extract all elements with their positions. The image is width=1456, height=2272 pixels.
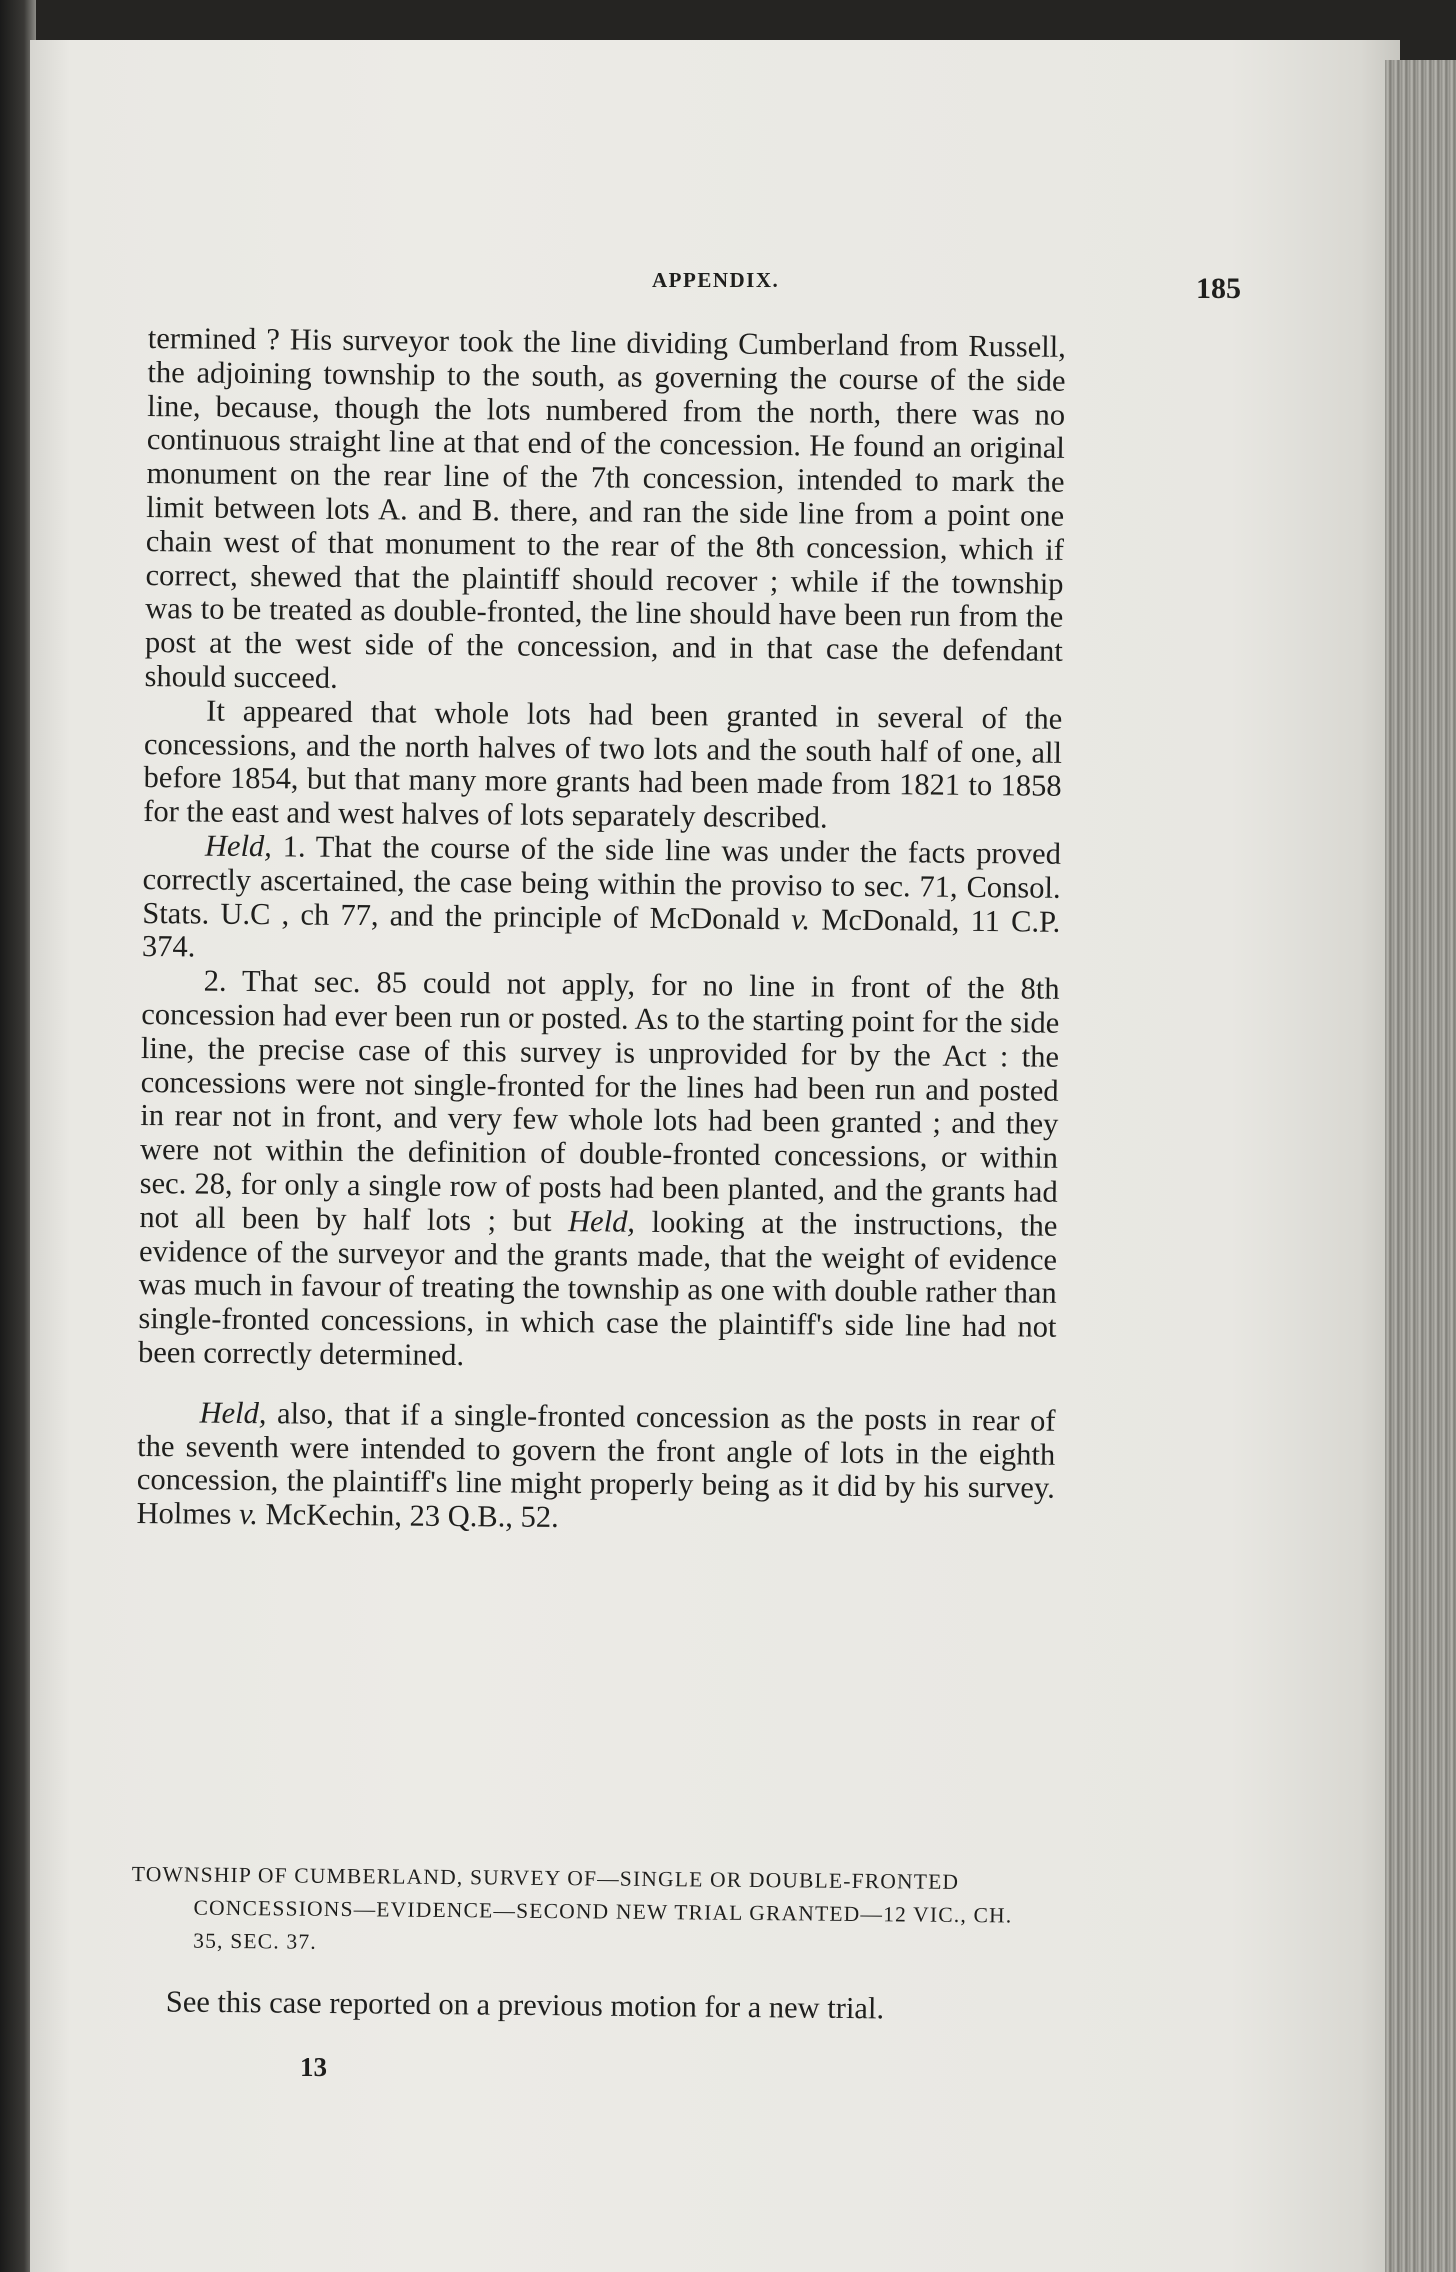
versus-label: v. bbox=[238, 1497, 259, 1532]
body-text bbox=[136, 322, 1066, 1540]
paragraph-4-text-a: 2. That sec. 85 could not apply, for no line in front of the 8th concession had ever been run or posted. As to the starting point for the side line, the precise case of this survey is unprovided for by the Act : the concessions were not single-fronted for the lines had been run and posted in rear not in front, and very few whole lots had been granted ; and they were not within the definition of double-fronted concessions, or within sec. 28, for only a single row of posts had been planted, and the grants had not all been by half lots ; but bbox=[139, 963, 1060, 1238]
running-title: APPENDIX. bbox=[652, 268, 780, 292]
page-number: 185 bbox=[1196, 272, 1241, 305]
paragraph-5 bbox=[136, 1396, 1055, 1540]
held-label: Held, bbox=[567, 1203, 636, 1239]
paragraph-4 bbox=[138, 964, 1060, 1378]
paragraph-2: It appeared that whole lots had been granted in several of the concessions, and the north halves of two lots and the south half of one, all before 1854, but that many more grants had been made from 1821 to 1858 for the east and west halves of lots separately described. bbox=[143, 693, 1063, 835]
paragraph-5-text-b: McKechin, 23 Q.B., 52. bbox=[257, 1497, 559, 1535]
paragraph-3-text-b: McDonald, 11 C.P. 374. bbox=[141, 901, 1061, 964]
held-label: Held, bbox=[199, 1395, 267, 1430]
page-edges bbox=[1385, 60, 1456, 2272]
versus-label: v. bbox=[791, 901, 811, 936]
case-headnote bbox=[131, 1858, 1040, 1966]
held-label: Held, bbox=[204, 828, 273, 864]
headnote-text: TOWNSHIP OF CUMBERLAND, SURVEY OF—SINGLE OR DOUBLE-FRONTED CONCESSIONS—EVIDENCE—SECOND NEW TRIAL GRANTED—12 VIC., CH. 35, SEC. 37. bbox=[131, 1861, 1013, 1954]
signature-mark: 13 bbox=[300, 2052, 327, 2082]
paragraph-3-text-a: 1. That the course of the side line was under the facts proved correctly ascertained, the case being within the proviso to sec. 71, Consol. Stats. U.C , ch 77, and the principle of McDonald bbox=[142, 829, 1062, 936]
paragraph-3 bbox=[142, 829, 1061, 973]
paragraph-4-text-b: looking at the instructions, the evidence of the surveyor and the grants made, that the weight of evidence was much in favour of treating the township as one with double rather than single-fronted concessions, in which case the plaintiff's side line had not been correctly determined. bbox=[137, 1204, 1058, 1372]
paragraph-5-text-a: also, that if a single-fronted concession as the posts in rear of the seventh were intended to govern the front angle of lots in the eighth concession, the plaintiff's line might properly being as it did by his survey. Holmes bbox=[136, 1395, 1056, 1532]
closing-text: See this case reported on a previous motion for a new trial. bbox=[165, 1984, 885, 2026]
paragraph-1: termined ? His surveyor took the line dividing Cumberland from Russell, the adjoining township to the south, as governing the course of the side line, because, though the lots numbered from the north, there was no continuous straight line at that end of the concession. He found an original monument on the rear line of the 7th concession, intended to mark the limit between lots A. and B. there, and ran the side line from a point one chain west of that monument to the rear of the 8th concession, which if correct, shewed that the plaintiff should recover ; while if the township was to be treated as double-fronted, the line should have been run from the post at the west side of the concession, and in that case the defendant should succeed. bbox=[144, 321, 1066, 695]
